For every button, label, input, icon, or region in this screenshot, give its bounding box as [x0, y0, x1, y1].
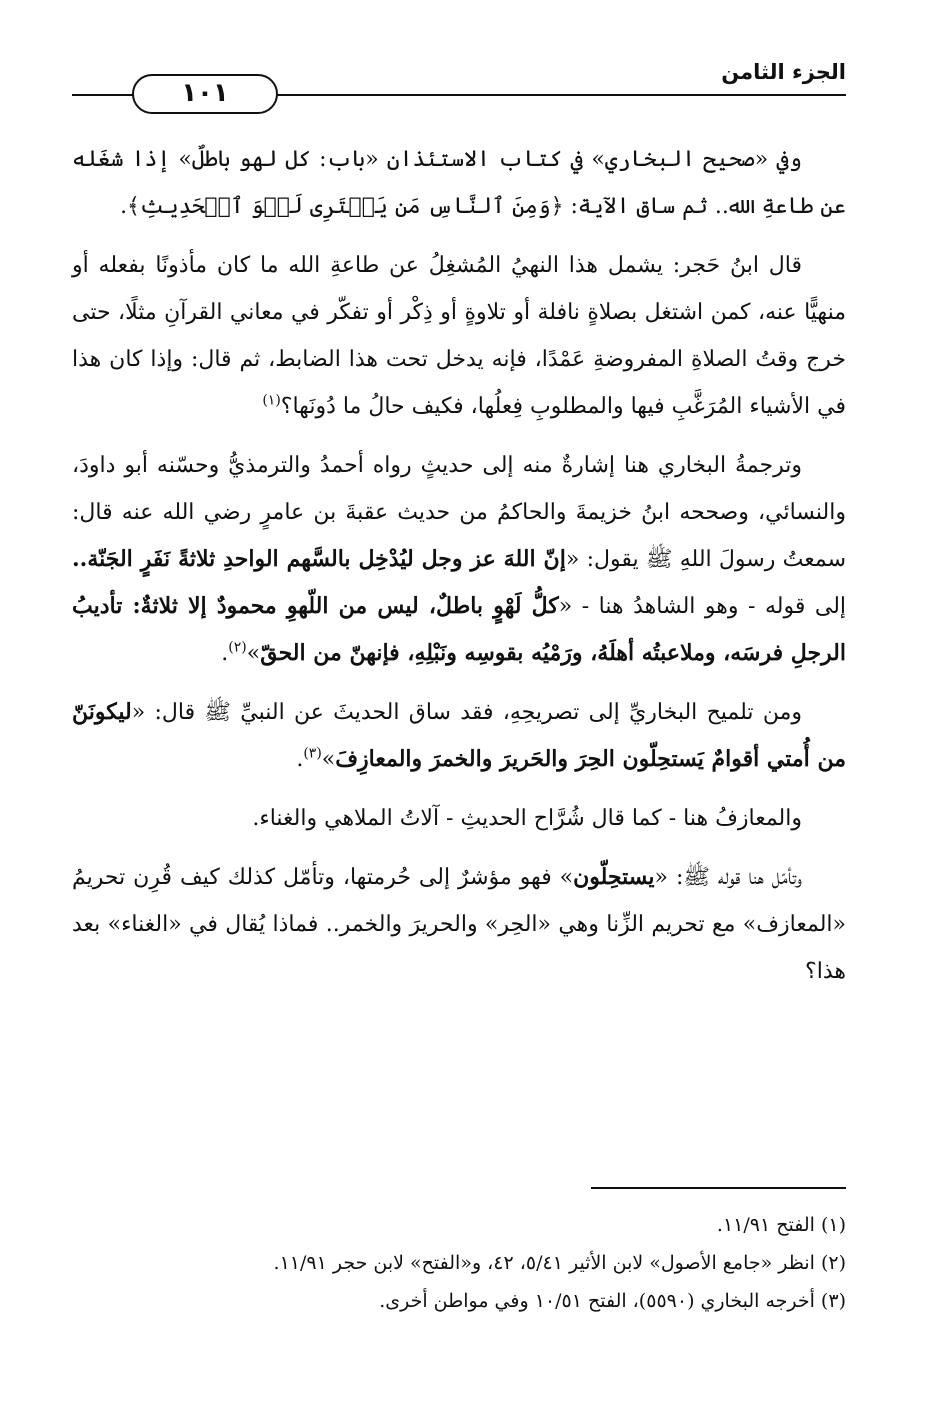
- paragraph-4-text-2: »: [321, 747, 336, 772]
- paragraph-3: [72, 442, 846, 677]
- footnote-ref-1: (١): [262, 392, 281, 409]
- paragraph-3-text-4: .: [221, 641, 229, 666]
- paragraph-3-text-2: إلى قوله - وهو الشاهدُ هنا - «: [558, 594, 847, 619]
- paragraph-5: [72, 795, 846, 842]
- hadith-quote-3: ليكونَنّ من أُمتي أقوامٌ يَستحِلّون الحِرَ والحَريرَ والخمرَ والمعازِفَ: [72, 699, 846, 772]
- paragraph-6-text: وتأمّل هنا قوله ﷺ: «: [654, 865, 802, 890]
- footnotes: [72, 1206, 846, 1320]
- running-title: الجزء الثامن: [721, 60, 846, 84]
- footnote-separator: [591, 1187, 846, 1189]
- hadith-quote-2: كلُّ لَهْوٍ باطلٌ، ليس من اللّهوِ محمودٌ إلا ثلاثةٌ: تأديبُ الرجلِ فرسَه، وملاعبتُه أهلَهُ، ورَمْيُه بقوسِه ونَبْلِهِ، فإنهنّ من الحقّ: [72, 593, 846, 666]
- paragraph-1-text: وفي «صحيح البخاري» في كتاب الاستئذان «باب: كل لهو باطلٌ» إذا شغَله عن طاعةِ الله.. ثم ساق الآية: ﴿وَمِنَ ٱلنَّاسِ مَن يَشۡتَرِى لَهۡوَ ٱلۡحَدِيثِ﴾.: [72, 147, 846, 219]
- hadith-word: يستحِلّون: [573, 864, 655, 890]
- paragraph-3-text-3: »: [246, 641, 261, 666]
- main-text: [72, 136, 846, 1007]
- page-header: [72, 52, 846, 112]
- paragraph-6: [72, 854, 846, 995]
- paragraph-3-text: وترجمةُ البخاري هنا إشارةٌ منه إلى حديثٍ رواه أحمدُ والترمذيُّ وحسّنه أبو داودَ، والنسائي، وصححه ابنُ خزيمةَ والحاكمُ من حديث عقبةَ بن عامرٍ رضي الله عنه قال: سمعتُ رسولَ اللهِ ﷺ يقول: «: [72, 453, 846, 572]
- paragraph-5-text: والمعازفُ هنا - كما قال شُرَّاح الحديثِ - آلاتُ الملاهي والغناء.: [252, 806, 802, 831]
- footnote-3: (٣) أخرجه البخاري (٥٥٩٠)، الفتح ١٠/٥١ وفي مواطن أخرى.: [379, 1290, 846, 1312]
- footnote-2: (٢) انظر «جامع الأصول» لابن الأثير ٥/٤١، ٤٢، و«الفتح» لابن حجر ١١/٩١.: [273, 1252, 846, 1274]
- page-number: ١٠١: [132, 74, 278, 114]
- footnote-1: (١) الفتح ١١/٩١.: [716, 1214, 846, 1236]
- paragraph-2: [72, 242, 846, 430]
- paragraph-1: [72, 136, 846, 230]
- footnote-ref-3: (٣): [303, 745, 322, 762]
- paragraph-4-text-3: .: [296, 747, 304, 772]
- paragraph-2-text: قال ابنُ حَجر: يشمل هذا النهيُ المُشغِلُ عن طاعةِ الله ما كان مأذونًا بفعله أو منهيًّا عنه، كمن اشتغل بصلاةٍ نافلة أو تلاوةٍ أو ذِكْر أو تفكّر في معاني القرآنِ مثلًا، حتى خرج وقتُ الصلاةِ المفروضةِ عَمْدًا، فإنه يدخل تحت هذا الضابط، ثم قال: وإذا كان هذا في الأشياء المُرَغَّبِ فيها والمطلوبِ فِعلُها، فكيف حالُ ما دُونَها؟: [72, 253, 846, 419]
- footnote-ref-2: (٢): [228, 639, 247, 656]
- hadith-quote-1: إنّ اللهَ عز وجل ليُدْخِل بالسَّهم الواحدِ ثلاثةً نَفَرٍ الجَنّة..: [72, 546, 566, 572]
- paragraph-4-text: ومن تلميح البخاريِّ إلى تصريحِهِ، فقد ساق الحديثَ عن النبيِّ ﷺ قال: «: [131, 700, 802, 725]
- paragraph-4: [72, 689, 846, 783]
- paragraph-6-text-2: » فهو مؤشرٌ إلى حُرمتها، وتأمّل كذلك كيف قُرِن تحريمُ «المعازف» مع تحريم الزِّنا وهي «الحِر» والحريرَ والخمر.. فماذا يُقال في «الغناء» بعد هذا؟: [72, 865, 846, 984]
